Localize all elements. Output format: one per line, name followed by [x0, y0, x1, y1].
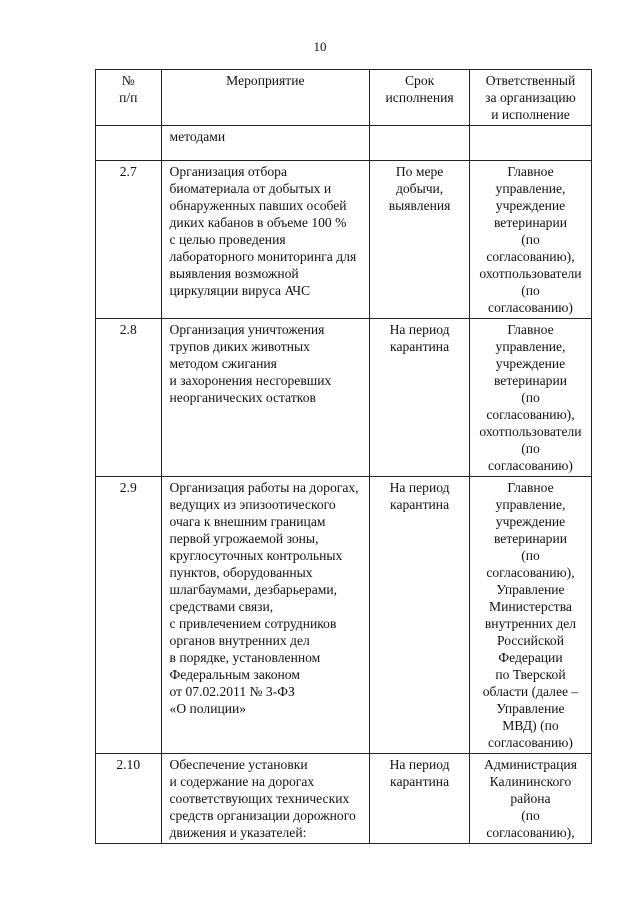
text-line: «О полиции»: [169, 701, 247, 716]
measures-table: [95, 69, 592, 844]
cell-number: 2.8: [96, 319, 162, 477]
text-line: согласованию),: [486, 825, 575, 840]
text-line: Обеспечение установки: [169, 757, 308, 772]
text-line: Управление: [496, 582, 565, 597]
text-line: выявления: [388, 198, 451, 213]
text-line: На период: [389, 480, 450, 495]
text-line: ветеринарии: [493, 373, 568, 388]
text-line: Управление: [496, 701, 565, 716]
text-line: биоматериала от добытых и: [169, 181, 332, 196]
text-line: методами: [169, 129, 226, 144]
text-line: добычи,: [395, 181, 444, 196]
cell-event: [161, 477, 370, 754]
text-line: и содержание на дорогах: [169, 774, 315, 789]
text-line: карантина: [390, 339, 450, 354]
cell-term: [370, 319, 470, 477]
text-line: согласованию),: [486, 249, 575, 264]
text-line: согласованию): [488, 458, 573, 473]
text-line: очага к внешним границам: [169, 514, 326, 529]
text-line: Главное: [507, 164, 554, 179]
text-line: области (далее –: [482, 684, 579, 699]
cell-number: 2.9: [96, 477, 162, 754]
text-line: ветеринарии: [493, 215, 568, 230]
header-term: [370, 70, 470, 126]
text-line: Федеральным законом: [169, 667, 300, 682]
text-line: согласованию): [488, 735, 573, 750]
cell-number: [96, 126, 162, 161]
text-line: Срок: [404, 73, 435, 88]
text-line: и исполнение: [491, 107, 570, 122]
text-line: Федерации: [498, 650, 563, 665]
page-number: 10: [313, 39, 327, 54]
text-line: методом сжигания: [169, 356, 277, 371]
text-line: Организация работы на дорогах,: [169, 480, 359, 495]
cell-number: 2.10: [96, 754, 162, 844]
text-line: шлагбаумами, дезбарьерами,: [169, 582, 338, 597]
cell-responsible: [469, 477, 591, 754]
text-line: лабораторного мониторинга для: [169, 249, 357, 264]
text-line: охотпользователи: [479, 266, 582, 281]
text-line: учреждение: [495, 514, 566, 529]
text-line: управление,: [495, 497, 566, 512]
table-row: [96, 477, 592, 754]
text-line: по Тверской: [495, 667, 566, 682]
cell-responsible: [469, 319, 591, 477]
continuation-row: [96, 126, 592, 161]
text-line: диких кабанов в объеме 100 %: [169, 215, 347, 230]
text-line: исполнения: [385, 90, 454, 105]
cell-responsible: [469, 754, 591, 844]
text-line: первой угрожаемой зоны,: [169, 531, 319, 546]
text-line: обнаруженных павших особей: [169, 198, 347, 213]
table-body: [96, 126, 592, 844]
cell-term: [370, 477, 470, 754]
text-line: Организация отбора: [169, 164, 287, 179]
text-line: Калининского: [489, 774, 572, 789]
cell-responsible: [469, 161, 591, 319]
cell-event: [161, 126, 370, 161]
text-line: согласованию),: [486, 565, 575, 580]
text-line: управление,: [495, 339, 566, 354]
text-line: неорганических остатков: [169, 390, 316, 405]
text-line: с привлечением сотрудников: [169, 616, 337, 631]
text-line: согласованию): [488, 300, 573, 315]
text-line: Администрация: [484, 757, 577, 772]
text-line: и захоронения несгоревших: [169, 373, 332, 388]
text-line: от 07.02.2011 № 3-ФЗ: [169, 684, 295, 699]
text-line: МВД) (по: [502, 718, 559, 733]
table-row: [96, 319, 592, 477]
text-line: (по: [521, 808, 540, 823]
text-line: Организация уничтожения: [169, 322, 325, 337]
text-line: ветеринарии: [493, 531, 568, 546]
text-line: района: [510, 791, 551, 806]
text-line: №: [121, 73, 135, 88]
cell-number: 2.7: [96, 161, 162, 319]
text-line: Ответственный: [485, 73, 576, 88]
cell-event: [161, 754, 370, 844]
header-responsible: [469, 70, 591, 126]
text-line: Министерства: [489, 599, 572, 614]
text-line: средствами связи,: [169, 599, 274, 614]
text-line: циркуляции вируса АЧС: [169, 283, 311, 298]
table-row: [96, 161, 592, 319]
text-line: Мероприятие: [226, 73, 305, 88]
text-line: управление,: [495, 181, 566, 196]
text-line: карантина: [390, 497, 450, 512]
text-line: Российской: [496, 633, 564, 648]
cell-responsible: [469, 126, 591, 161]
text-line: Главное: [507, 322, 554, 337]
text-line: п/п: [119, 90, 138, 105]
text-line: По мере: [395, 164, 444, 179]
text-line: трупов диких животных: [169, 339, 310, 354]
text-line: согласованию),: [486, 407, 575, 422]
text-line: средств организации дорожного: [169, 808, 356, 823]
text-line: (по: [521, 232, 540, 247]
cell-term: [370, 754, 470, 844]
text-line: круглосуточных контрольных: [169, 548, 343, 563]
text-line: охотпользователи: [479, 424, 582, 439]
cell-term: [370, 161, 470, 319]
header-number: [96, 70, 162, 126]
text-line: соответствующих технических: [169, 791, 350, 806]
table-row: [96, 754, 592, 844]
text-line: (по: [521, 283, 540, 298]
text-line: На период: [389, 322, 450, 337]
text-line: На период: [389, 757, 450, 772]
text-line: с целью проведения: [169, 232, 286, 247]
text-line: (по: [521, 548, 540, 563]
text-line: учреждение: [495, 198, 566, 213]
cell-event: [161, 161, 370, 319]
text-line: органов внутренних дел: [169, 633, 310, 648]
cell-term: [370, 126, 470, 161]
header-event: [161, 70, 370, 126]
text-line: (по: [521, 390, 540, 405]
text-line: (по: [521, 441, 540, 456]
text-line: учреждение: [495, 356, 566, 371]
text-line: пунктов, оборудованных: [169, 565, 313, 580]
text-line: Главное: [507, 480, 554, 495]
text-line: в порядке, установленном: [169, 650, 321, 665]
text-line: движения и указателей:: [169, 825, 307, 840]
text-line: за организацию: [485, 90, 576, 105]
cell-event: [161, 319, 370, 477]
text-line: внутренних дел: [484, 616, 577, 631]
text-line: ведущих из эпизоотического: [169, 497, 336, 512]
text-line: карантина: [390, 774, 450, 789]
table-header-row: [96, 70, 592, 126]
text-line: выявления возможной: [169, 266, 299, 281]
